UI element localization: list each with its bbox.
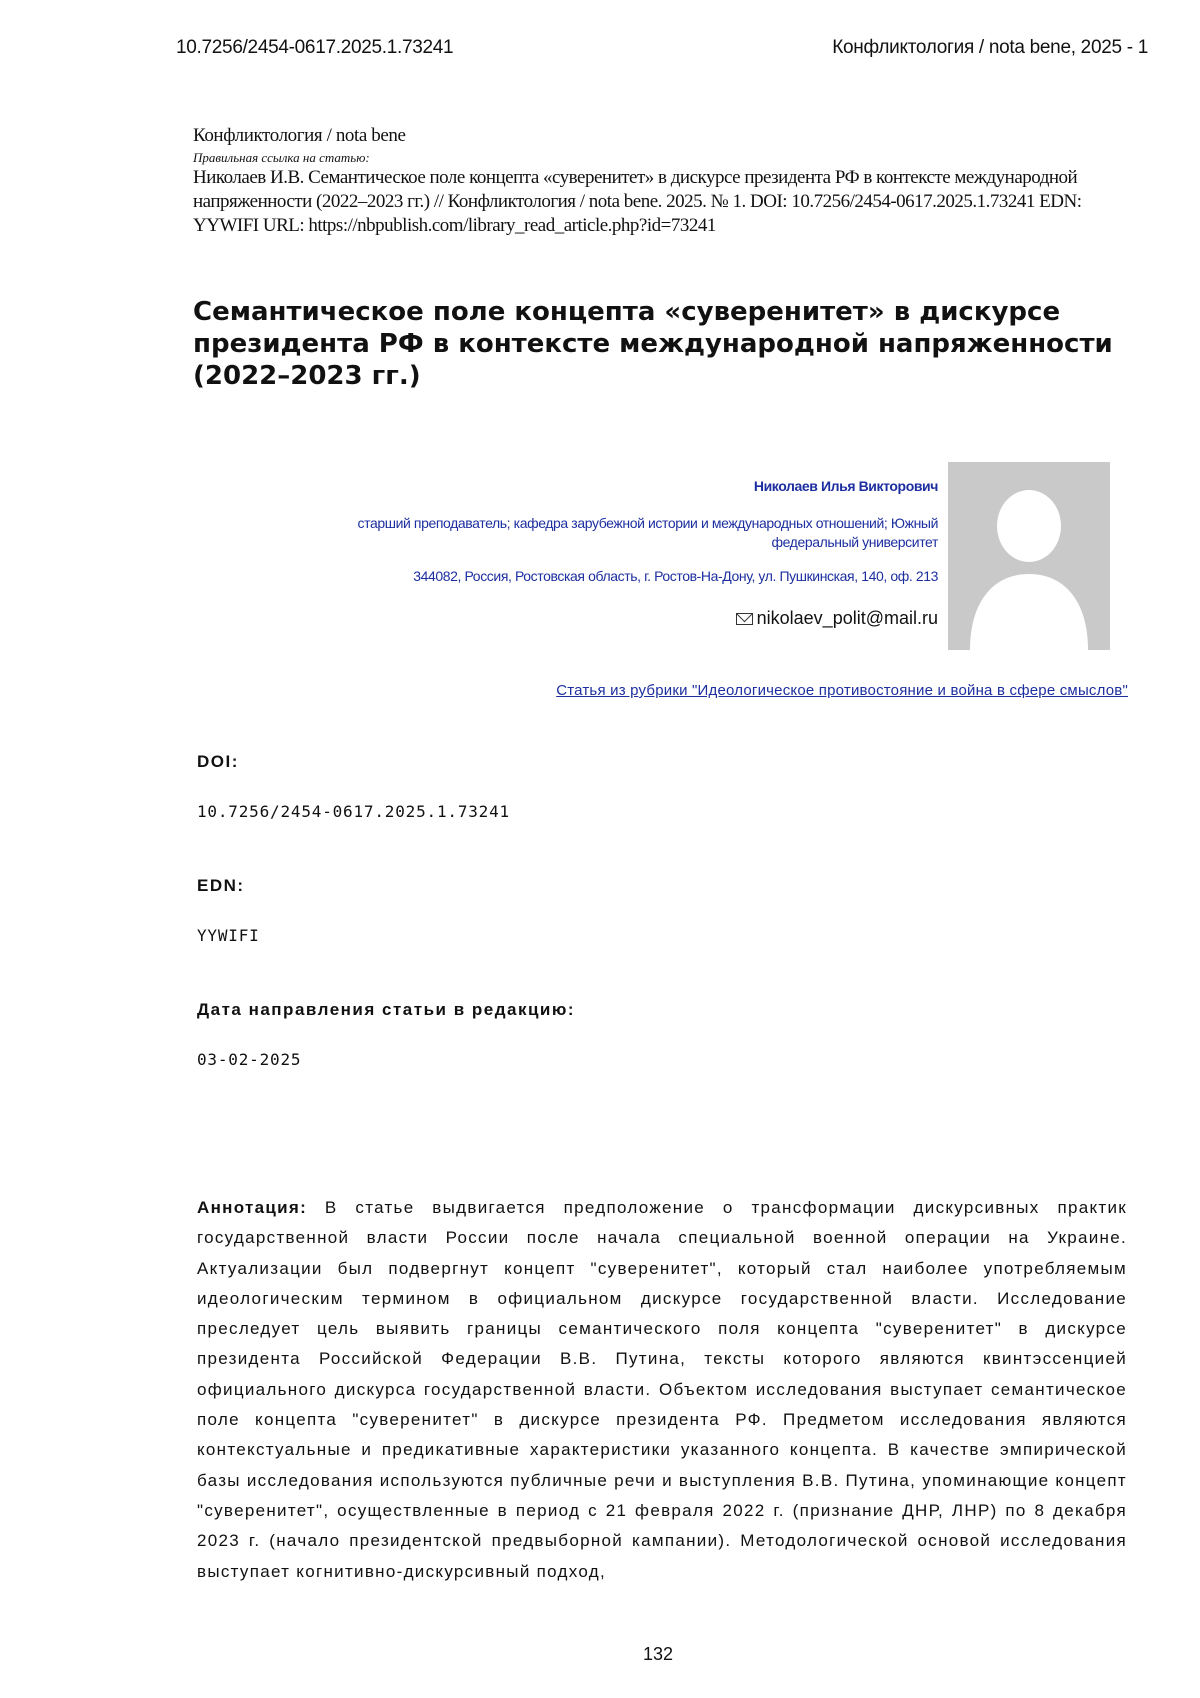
author-email: nikolaev_polit@mail.ru	[756, 608, 938, 628]
submission-date-value: 03-02-2025	[197, 1050, 302, 1069]
edn-label: EDN:	[197, 876, 245, 895]
abstract-label: Аннотация:	[197, 1198, 308, 1217]
abstract-text: В статье выдвигается предположение о трансформации дискурсивных практик государственной власти России после начала специальной военной операции на Украине. Актуализации был подвергнут концепт "суверенитет", который стал наиболее употребляемым идеологическим термином в официальном дискурсе государственной власти. Исследование преследует цель выявить границы семантического поля концепта "суверенитет" в дискурсе президента Российской Федерации В.В. Путина, тексты которого являются квинтэссенцией официального дискурса государственной власти. Объектом исследования выступает семантическое поле концепта "суверенитет" в дискурсе президента РФ. Предметом исследования являются контекстуальные и предикативные характеристики указанного концепта. В качестве эмпирической базы исследования используются публичные речи и выступления В.В. Путина, упоминающие концепт "суверенитет", осуществленные в период с 21 февраля 2022 г. (признание ДНР, ЛНР) по 8 декабря 2023 г. (начало президентской предвыборной кампании). Методологической основой исследования выступает когнитивно-дискурсивный подход,	[197, 1198, 1128, 1581]
submission-date-label: Дата направления статьи в редакцию:	[197, 1000, 576, 1019]
envelope-icon	[736, 613, 753, 625]
author-position: старший преподаватель; кафедра зарубежной истории и международных отношений; Южный федеральный университет	[357, 515, 938, 550]
article-title: Семантическое поле концепта «суверенитет» в дискурсе президента РФ в контексте международной напряженности (2022–2023 гг.)	[193, 297, 1113, 391]
citation-label: Правильная ссылка на статью:	[193, 150, 370, 165]
author-name: Николаев Илья Викторович	[753, 478, 938, 494]
author-email-link[interactable]	[736, 608, 938, 629]
journal-name: Конфликтология / nota bene	[193, 125, 406, 146]
abstract	[197, 1193, 1127, 1587]
citation-text: Николаев И.В. Семантическое поле концепта «суверенитет» в дискурсе президента РФ в контексте международной напряженности (2022–2023 гг.) // Конфликтология / nota bene. 2025. № 1. DOI: 10.7256/2454-0617.2025.1.73241 EDN: YYWIFI URL: https://nbpublish.com/library_read_article.php?id=73241	[193, 167, 1082, 236]
page-number: 132	[642, 1644, 674, 1664]
header-doi: 10.7256/2454-0617.2025.1.73241	[176, 37, 454, 58]
author-address: 344082, Россия, Ростовская область, г. Ростов-На-Дону, ул. Пушкинская, 140, оф. 213	[413, 568, 938, 584]
header-journal-issue: Конфликтология / nota bene, 2025 - 1	[832, 37, 1148, 58]
rubric-link[interactable]: Статья из рубрики "Идеологическое противостояние и война в сфере смыслов"	[556, 682, 1128, 699]
avatar-silhouette-icon	[948, 462, 1110, 650]
doi-value: 10.7256/2454-0617.2025.1.73241	[197, 802, 510, 821]
avatar	[948, 462, 1110, 650]
edn-value: YYWIFI	[197, 926, 260, 945]
doi-label: DOI:	[197, 752, 239, 771]
